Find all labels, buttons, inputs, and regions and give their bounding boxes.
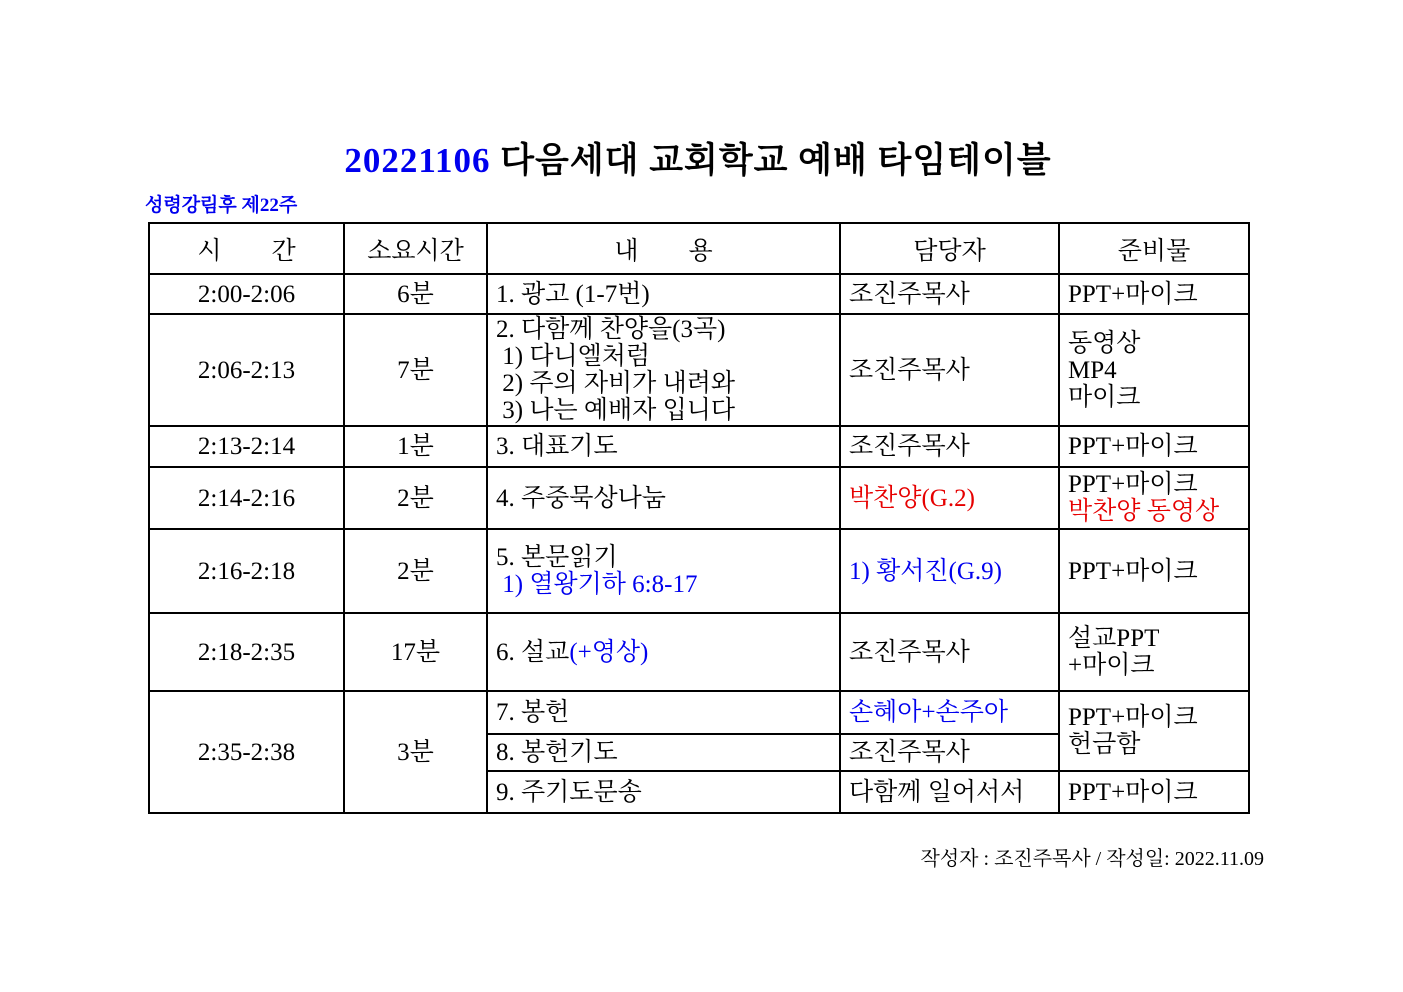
text-segment: PPT+마이크 [1068,471,1198,498]
cell-content [487,691,840,734]
cell-line [345,739,486,766]
cell-content [487,426,840,467]
text-segment: 2:16-2:18 [197,557,296,585]
text-segment: PPT+마이크 [1068,433,1198,460]
cell-line [1068,779,1244,806]
text-segment: 4. 주중묵상나눔 [496,484,666,512]
cell-duration [344,613,487,691]
cell-prep [1059,426,1249,467]
text-segment: 1) 황서진(G.9) [849,557,1002,585]
text-segment: 7. 봉헌 [496,699,570,726]
cell-duration [344,314,487,426]
title-date: 20221106 [344,141,491,180]
cell-line [849,281,1054,308]
cell-duration [344,529,487,613]
cell-content [487,771,840,813]
cell-time [149,467,344,529]
cell-line [496,571,835,598]
cell-duration [344,467,487,529]
text-segment: 2:06-2:13 [197,356,296,384]
cell-line [496,779,835,806]
text-segment: 동영상 [1068,329,1141,357]
text-segment: 17분 [390,638,441,666]
table-row [149,467,1249,529]
text-segment: PPT+마이크 [1068,778,1198,806]
table-row [149,529,1249,613]
text-segment: 1분 [397,433,434,460]
cell-line [1068,471,1244,498]
text-segment: 2분 [397,557,434,585]
cell-prep [1059,771,1249,813]
text-segment: 2분 [397,484,434,512]
text-segment: PPT+마이크 [1068,557,1198,585]
cell-line [1068,281,1244,308]
cell-line [150,357,343,384]
cell-duration [344,691,487,813]
cell-line [849,485,1054,512]
text-segment: 1) 열왕기하 6:8-17 [496,571,698,598]
cell-line [496,343,835,370]
cell-line [496,370,835,397]
text-segment: PPT+마이크 [1068,280,1198,308]
subtitle-week-label: 성령강림후 제22주 [145,195,298,216]
cell-line [496,485,835,512]
cell-line [496,397,835,424]
text-segment: 3) 나는 예배자 입니다 [496,397,736,424]
cell-line [345,558,486,585]
cell-content [487,529,840,613]
cell-line [1068,384,1244,411]
cell-line [496,544,835,571]
cell-line [849,357,1054,384]
cell-prep [1059,314,1249,426]
title-text: 다음세대 교회학교 예배 타임테이블 [490,141,1052,180]
timetable-header [149,223,1249,274]
cell-line [1068,498,1244,525]
text-segment: 6분 [397,280,434,308]
column-header: 소요시간 [344,223,487,274]
text-segment: 6. 설교 [496,638,570,666]
text-segment: 설교PPT [1068,625,1160,652]
cell-person [840,771,1059,813]
cell-line [849,699,1054,726]
cell-content [487,274,840,314]
text-segment: +마이크 [1068,652,1155,679]
cell-content [487,314,840,426]
worship-timetable [148,222,1250,814]
cell-line [849,779,1054,806]
column-header: 시 간 [149,223,344,274]
column-header: 준비물 [1059,223,1249,274]
text-segment: 9. 주기도문송 [496,778,642,806]
text-segment: 조진주목사 [849,638,970,666]
text-segment: 조진주목사 [849,356,970,384]
header-row [149,223,1249,274]
cell-time [149,274,344,314]
text-segment: 조진주목사 [849,433,970,460]
table-row [149,314,1249,426]
text-segment: 3. 대표기도 [496,433,618,460]
cell-person [840,314,1059,426]
text-segment: 2:35-2:38 [197,738,296,766]
column-header: 내 용 [487,223,840,274]
table-row [149,426,1249,467]
cell-line [496,281,835,308]
cell-line [345,357,486,384]
text-segment: 마이크 [1068,383,1141,411]
cell-line [345,281,486,308]
cell-person [840,467,1059,529]
cell-person [840,734,1059,771]
cell-line [150,639,343,666]
cell-line [150,558,343,585]
cell-person [840,529,1059,613]
text-segment: 5. 본문읽기 [496,544,618,571]
text-segment: 2:14-2:16 [197,484,296,512]
cell-line [849,558,1054,585]
table-row [149,274,1249,314]
text-segment: 손혜아+손주아 [849,699,1008,726]
text-segment: 조진주목사 [849,280,970,308]
cell-line [345,485,486,512]
text-segment: 조진주목사 [849,739,970,766]
cell-line [1068,731,1244,758]
text-segment: (+영상) [569,638,649,666]
text-segment: 2) 주의 자비가 내려와 [496,370,736,397]
text-segment: 2:18-2:35 [197,638,296,666]
cell-time [149,314,344,426]
text-segment: 8. 봉헌기도 [496,739,618,766]
cell-line [849,433,1054,460]
cell-content [487,734,840,771]
cell-line [1068,704,1244,731]
text-segment: 7분 [397,356,434,384]
column-header: 담당자 [840,223,1059,274]
cell-prep [1059,529,1249,613]
cell-line [150,281,343,308]
cell-duration [344,274,487,314]
text-segment: PPT+마이크 [1068,704,1198,731]
cell-prep [1059,274,1249,314]
cell-line [496,433,835,460]
cell-content [487,613,840,691]
page-title [148,133,1248,183]
cell-time [149,691,344,813]
timetable-body [149,274,1249,813]
cell-prep [1059,467,1249,529]
cell-time [149,613,344,691]
cell-line [849,639,1054,666]
cell-line [150,485,343,512]
cell-person [840,426,1059,467]
cell-line [345,433,486,460]
text-segment: 3분 [397,738,434,766]
cell-time [149,529,344,613]
footer-author-note: 작성자 : 조진주목사 / 작성일: 2022.11.09 [920,848,1264,870]
text-segment: 헌금함 [1068,731,1141,758]
cell-line [1068,433,1244,460]
cell-time [149,426,344,467]
cell-line [150,433,343,460]
cell-line [345,639,486,666]
cell-line [1068,652,1244,679]
cell-duration [344,426,487,467]
cell-line [150,739,343,766]
cell-content [487,467,840,529]
cell-line [1068,330,1244,357]
text-segment: 박찬양(G.2) [849,484,975,512]
cell-line [849,739,1054,766]
cell-line [496,316,835,343]
text-segment: 2:13-2:14 [197,433,296,460]
text-segment: 1. 광고 (1-7번) [496,280,650,308]
table-row [149,613,1249,691]
text-segment: 박찬양 동영상 [1068,498,1220,525]
cell-prep [1059,691,1249,771]
text-segment: 2:00-2:06 [197,280,296,308]
cell-line [496,639,835,666]
text-segment: 다함께 일어서서 [849,778,1025,806]
text-segment: MP4 [1068,356,1117,384]
cell-person [840,274,1059,314]
text-segment: 2. 다함께 찬양을(3곡) [496,316,726,343]
cell-line [1068,357,1244,384]
cell-person [840,691,1059,734]
cell-line [496,699,835,726]
text-segment: 1) 다니엘처럼 [496,343,651,370]
cell-line [1068,625,1244,652]
cell-person [840,613,1059,691]
cell-prep [1059,613,1249,691]
cell-line [1068,558,1244,585]
cell-line [496,739,835,766]
table-row [149,691,1249,734]
